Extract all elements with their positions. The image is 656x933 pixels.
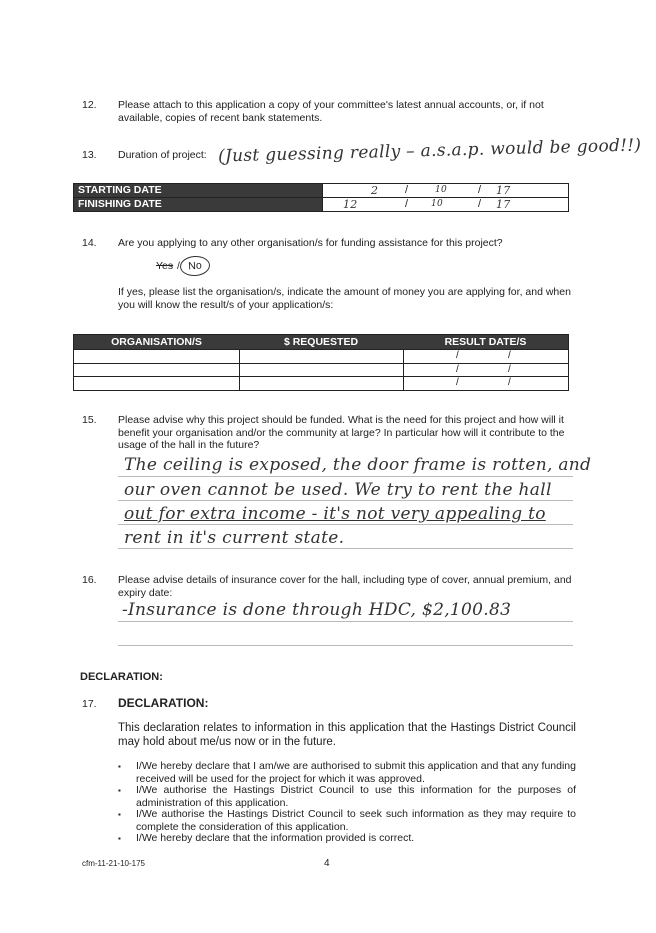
yes-no-slash: / [177, 260, 180, 272]
finish-month: 10 [431, 199, 444, 209]
declaration-title: DECLARATION: [118, 696, 209, 710]
bullet-icon: ▪ [118, 810, 121, 819]
q13-number: 13. [82, 149, 97, 161]
start-month: 10 [435, 185, 448, 195]
q13-label: Duration of project: [118, 149, 207, 161]
date-sep: / [478, 184, 482, 196]
date-sep: / [405, 198, 409, 210]
bullet-icon: ▪ [118, 834, 121, 843]
date-sep: / [456, 350, 459, 361]
q16-answer[interactable]: -Insurance is done through HDC, $2,100.83 [122, 600, 512, 620]
date-sep: / [456, 377, 459, 388]
q15-answer-line3[interactable]: out for extra income - it's not very appealing to [124, 504, 546, 524]
q12-text: Please attach to this application a copy of your committee's latest annual accounts, or, if not available, copies of recent bank statements. [118, 99, 544, 124]
q16-text: Please advise details of insurance cover for the hall, including type of cover, annual premium, and expiry date: [118, 574, 572, 599]
finishing-date-field[interactable] [322, 198, 568, 211]
organisation-cell[interactable] [74, 364, 239, 377]
date-sep: / [508, 363, 511, 375]
page-number: 4 [324, 858, 330, 869]
q16-number: 16. [82, 574, 97, 586]
organisation-cell[interactable] [74, 350, 239, 363]
declaration-item-3: I/We authorise the Hastings District Council to seek such information as they may require to complete the consideration of this application. [136, 808, 576, 833]
result-date-cell[interactable] [403, 364, 568, 377]
q12-number: 12. [82, 99, 97, 111]
answer-line [118, 621, 573, 622]
answer-line [118, 500, 573, 501]
q15-answer-line2[interactable]: our oven cannot be used. We try to rent the hall [124, 480, 552, 500]
yes-option[interactable]: Yes [156, 260, 174, 272]
requested-cell[interactable] [239, 350, 403, 363]
organisations-table [73, 334, 569, 391]
result-date-cell[interactable] [403, 350, 568, 363]
date-sep: / [405, 184, 409, 196]
answer-line [118, 524, 573, 525]
q15-text: Please advise why this project should be funded. What is the need for this project and how will it benefit your organisation and/or the community at large? In particular how will it contribute to the usage of the hall in the future? [118, 414, 565, 451]
requested-cell[interactable] [239, 364, 403, 377]
declaration-item-1: I/We hereby declare that I am/we are authorised to submit this application and that any funding received will be used for the project for which it was approved. [136, 760, 576, 785]
date-sep: / [508, 350, 511, 361]
table-row[interactable] [74, 376, 568, 390]
starting-date-field[interactable] [322, 184, 568, 197]
duration-answer[interactable]: (Just guessing really – a.s.a.p. would be good!!) [217, 135, 642, 167]
start-day: 2 [371, 184, 379, 197]
dates-table [73, 183, 569, 212]
declaration-item-4: I/We hereby declare that the information provided is correct. [136, 832, 415, 844]
declaration-item-2: I/We authorise the Hastings District Council to use this information for the purposes of administration of this application. [136, 784, 576, 809]
table-row[interactable] [74, 363, 568, 377]
answer-line [118, 548, 573, 549]
bullet-icon: ▪ [118, 786, 121, 795]
answer-line [118, 476, 573, 477]
result-dates-header: RESULT DATE/S [444, 336, 527, 348]
bullet-icon: ▪ [118, 762, 121, 771]
finishing-date-label: FINISHING DATE [74, 198, 322, 211]
finish-day: 12 [343, 198, 358, 211]
date-sep: / [456, 363, 459, 375]
date-sep: / [508, 377, 511, 388]
organisations-header: ORGANISATION/S [111, 336, 202, 348]
no-option-circled[interactable]: No [179, 255, 210, 277]
result-date-cell[interactable] [403, 377, 568, 390]
q14-number: 14. [82, 237, 97, 249]
q15-answer-line4[interactable]: rent in it's current state. [124, 528, 345, 548]
organisation-cell[interactable] [74, 377, 239, 390]
answer-line [118, 645, 573, 646]
declaration-intro: This declaration relates to information in this application that the Hastings District Council may hold about me/us now or in the future. [118, 722, 576, 748]
declaration-heading: DECLARATION: [80, 671, 163, 683]
starting-date-label: STARTING DATE [74, 184, 322, 197]
q14-ifyes-text: If yes, please list the organisation/s, indicate the amount of money you are applying for, and when you will know the result/s of your application/s: [118, 286, 571, 311]
date-sep: / [478, 198, 482, 210]
form-code: cfm-11-21-10-175 [82, 859, 145, 868]
requested-cell[interactable] [239, 377, 403, 390]
start-year: 17 [496, 184, 511, 197]
q15-answer-line1[interactable]: The ceiling is exposed, the door frame is rotten, and [124, 455, 592, 475]
q15-number: 15. [82, 414, 97, 426]
table-row[interactable] [74, 349, 568, 363]
q17-number: 17. [82, 698, 97, 710]
q14-text: Are you applying to any other organisation/s for funding assistance for this project? [118, 237, 503, 249]
requested-header: $ REQUESTED [283, 336, 359, 348]
finish-year: 17 [496, 198, 511, 211]
